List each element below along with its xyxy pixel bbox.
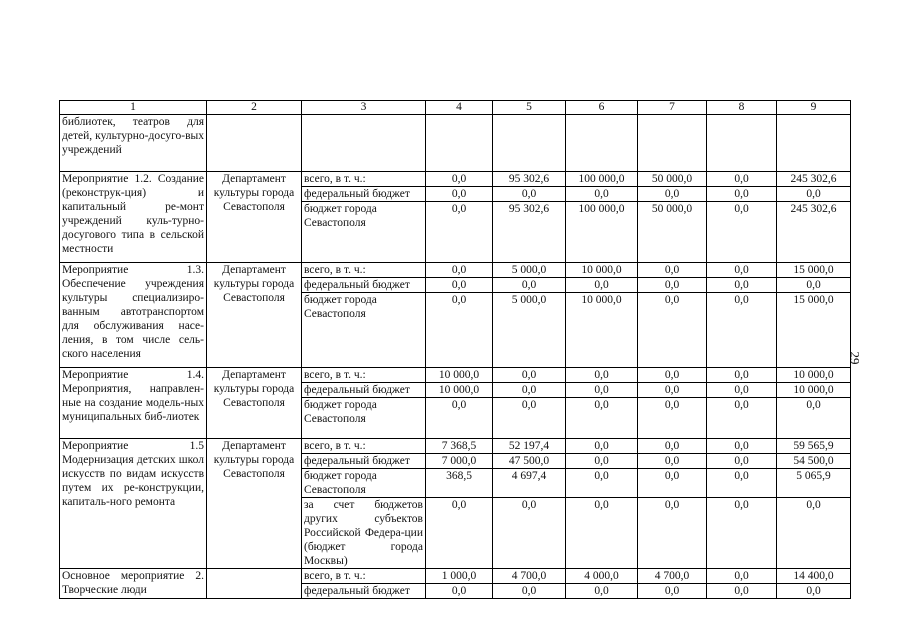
amount-cell: 0,0 xyxy=(707,454,777,469)
amount-cell: 0,0 xyxy=(638,263,707,278)
amount-cell: 0,0 xyxy=(426,202,493,263)
table-row xyxy=(60,368,851,383)
header-cell: 5 xyxy=(493,101,566,115)
amount-cell: 368,5 xyxy=(426,469,493,498)
funding-source-cell: федеральный бюджет xyxy=(302,454,426,469)
amount-cell: 0,0 xyxy=(566,584,638,599)
activity-name-cell: Мероприятие 1.2. Создание (реконструк-ция) и капитальный ре-монт учреждений куль-турно-досугового типа в сельской местности xyxy=(60,172,207,263)
amount-cell: 0,0 xyxy=(426,278,493,293)
amount-cell: 5 000,0 xyxy=(493,293,566,368)
empty-cell xyxy=(302,115,426,172)
amount-cell: 0,0 xyxy=(638,454,707,469)
amount-cell: 95 302,6 xyxy=(493,172,566,187)
amount-cell: 0,0 xyxy=(493,383,566,398)
amount-cell: 0,0 xyxy=(426,263,493,278)
amount-cell: 0,0 xyxy=(638,278,707,293)
amount-cell: 100 000,0 xyxy=(566,202,638,263)
funding-source-cell: всего, в т. ч.: xyxy=(302,569,426,584)
funding-source-cell: бюджет города Севастополя xyxy=(302,469,426,498)
amount-cell: 54 500,0 xyxy=(777,454,851,469)
amount-cell: 15 000,0 xyxy=(777,293,851,368)
amount-cell: 0,0 xyxy=(707,278,777,293)
page-number: 29 xyxy=(847,351,863,365)
amount-cell: 0,0 xyxy=(707,383,777,398)
amount-cell: 0,0 xyxy=(566,278,638,293)
amount-cell: 10 000,0 xyxy=(566,263,638,278)
department-cell: Департамент культуры города Севастополя xyxy=(207,368,302,439)
amount-cell: 245 302,6 xyxy=(777,202,851,263)
amount-cell: 4 697,4 xyxy=(493,469,566,498)
amount-cell: 0,0 xyxy=(426,498,493,569)
amount-cell: 5 065,9 xyxy=(777,469,851,498)
header-cell: 7 xyxy=(638,101,707,115)
empty-cell xyxy=(207,115,302,172)
amount-cell: 10 000,0 xyxy=(566,293,638,368)
amount-cell: 0,0 xyxy=(638,383,707,398)
amount-cell: 0,0 xyxy=(638,584,707,599)
amount-cell: 0,0 xyxy=(426,584,493,599)
amount-cell: 0,0 xyxy=(638,469,707,498)
amount-cell: 0,0 xyxy=(777,398,851,439)
funding-source-cell: всего, в т. ч.: xyxy=(302,172,426,187)
amount-cell: 0,0 xyxy=(493,498,566,569)
amount-cell: 0,0 xyxy=(638,368,707,383)
activity-name-cell: библиотек, театров для детей, культурно-досуго-вых учреждений xyxy=(60,115,207,172)
amount-cell: 0,0 xyxy=(426,293,493,368)
amount-cell: 0,0 xyxy=(493,187,566,202)
empty-cell xyxy=(426,115,493,172)
amount-cell: 0,0 xyxy=(707,368,777,383)
funding-source-cell: всего, в т. ч.: xyxy=(302,263,426,278)
amount-cell: 7 000,0 xyxy=(426,454,493,469)
header-cell: 4 xyxy=(426,101,493,115)
amount-cell: 0,0 xyxy=(426,398,493,439)
amount-cell: 52 197,4 xyxy=(493,439,566,454)
amount-cell: 95 302,6 xyxy=(493,202,566,263)
funding-source-cell: федеральный бюджет xyxy=(302,383,426,398)
department-cell: Департамент культуры города Севастополя xyxy=(207,263,302,368)
empty-cell xyxy=(777,115,851,172)
amount-cell: 0,0 xyxy=(566,469,638,498)
amount-cell: 0,0 xyxy=(493,278,566,293)
amount-cell: 0,0 xyxy=(707,584,777,599)
amount-cell: 47 500,0 xyxy=(493,454,566,469)
amount-cell: 0,0 xyxy=(566,498,638,569)
amount-cell: 0,0 xyxy=(638,439,707,454)
empty-cell xyxy=(493,115,566,172)
amount-cell: 0,0 xyxy=(493,398,566,439)
amount-cell: 0,0 xyxy=(493,584,566,599)
amount-cell: 0,0 xyxy=(638,498,707,569)
amount-cell: 0,0 xyxy=(707,398,777,439)
department-cell: Департамент культуры города Севастополя xyxy=(207,172,302,263)
amount-cell: 1 000,0 xyxy=(426,569,493,584)
amount-cell: 0,0 xyxy=(566,398,638,439)
activity-name-cell: Мероприятие 1.3. Обеспечение учреждения культуры специализиро-ванным автотранспортом для обслуживания насе-ления, в том числе сель-ского населения xyxy=(60,263,207,368)
department-cell xyxy=(207,569,302,599)
amount-cell: 5 000,0 xyxy=(493,263,566,278)
table-row xyxy=(60,263,851,278)
table-row xyxy=(60,439,851,454)
table-row xyxy=(60,569,851,584)
amount-cell: 10 000,0 xyxy=(426,368,493,383)
amount-cell: 0,0 xyxy=(777,187,851,202)
header-row xyxy=(60,101,851,115)
amount-cell: 0,0 xyxy=(426,187,493,202)
amount-cell: 0,0 xyxy=(707,439,777,454)
amount-cell: 0,0 xyxy=(566,439,638,454)
funding-source-cell: всего, в т. ч.: xyxy=(302,368,426,383)
amount-cell: 14 400,0 xyxy=(777,569,851,584)
amount-cell: 4 700,0 xyxy=(638,569,707,584)
empty-cell xyxy=(707,115,777,172)
header-cell: 2 xyxy=(207,101,302,115)
amount-cell: 0,0 xyxy=(707,202,777,263)
amount-cell: 0,0 xyxy=(493,368,566,383)
funding-source-cell: федеральный бюджет xyxy=(302,584,426,599)
amount-cell: 0,0 xyxy=(777,584,851,599)
empty-cell xyxy=(566,115,638,172)
amount-cell: 10 000,0 xyxy=(777,368,851,383)
header-cell: 6 xyxy=(566,101,638,115)
header-cell: 8 xyxy=(707,101,777,115)
amount-cell: 0,0 xyxy=(426,172,493,187)
header-cell: 9 xyxy=(777,101,851,115)
amount-cell: 0,0 xyxy=(777,278,851,293)
budget-table xyxy=(59,100,851,599)
amount-cell: 100 000,0 xyxy=(566,172,638,187)
amount-cell: 0,0 xyxy=(638,187,707,202)
table-row xyxy=(60,172,851,187)
table-row xyxy=(60,115,851,172)
amount-cell: 4 000,0 xyxy=(566,569,638,584)
empty-cell xyxy=(638,115,707,172)
funding-source-cell: федеральный бюджет xyxy=(302,187,426,202)
activity-name-cell: Мероприятие 1.5 Модернизация детских школ искусств по видам искусств путем их ре-конструкции, капиталь-ного ремонта xyxy=(60,439,207,569)
funding-source-cell: бюджет города Севастополя xyxy=(302,202,426,263)
amount-cell: 0,0 xyxy=(707,263,777,278)
amount-cell: 0,0 xyxy=(566,383,638,398)
header-cell: 1 xyxy=(60,101,207,115)
activity-name-cell: Основное мероприятие 2. Творческие люди xyxy=(60,569,207,599)
funding-source-cell: за счет бюджетов других субъектов Российской Федера-ции (бюджет города Москвы) xyxy=(302,498,426,569)
funding-source-cell: бюджет города Севастополя xyxy=(302,293,426,368)
amount-cell: 4 700,0 xyxy=(493,569,566,584)
amount-cell: 10 000,0 xyxy=(777,383,851,398)
amount-cell: 15 000,0 xyxy=(777,263,851,278)
amount-cell: 0,0 xyxy=(707,469,777,498)
funding-source-cell: федеральный бюджет xyxy=(302,278,426,293)
funding-source-cell: всего, в т. ч.: xyxy=(302,439,426,454)
amount-cell: 0,0 xyxy=(707,293,777,368)
amount-cell: 0,0 xyxy=(638,398,707,439)
amount-cell: 10 000,0 xyxy=(426,383,493,398)
funding-source-cell: бюджет города Севастополя xyxy=(302,398,426,439)
amount-cell: 50 000,0 xyxy=(638,202,707,263)
amount-cell: 0,0 xyxy=(638,293,707,368)
amount-cell: 0,0 xyxy=(777,498,851,569)
amount-cell: 0,0 xyxy=(566,454,638,469)
header-cell: 3 xyxy=(302,101,426,115)
amount-cell: 0,0 xyxy=(707,498,777,569)
amount-cell: 0,0 xyxy=(707,569,777,584)
amount-cell: 7 368,5 xyxy=(426,439,493,454)
department-cell: Департамент культуры города Севастополя xyxy=(207,439,302,569)
amount-cell: 50 000,0 xyxy=(638,172,707,187)
amount-cell: 0,0 xyxy=(707,172,777,187)
activity-name-cell: Мероприятие 1.4. Мероприятия, направлен-ные на создание модель-ных муниципальных биб-лиотек xyxy=(60,368,207,439)
amount-cell: 0,0 xyxy=(566,368,638,383)
amount-cell: 245 302,6 xyxy=(777,172,851,187)
amount-cell: 59 565,9 xyxy=(777,439,851,454)
amount-cell: 0,0 xyxy=(566,187,638,202)
amount-cell: 0,0 xyxy=(707,187,777,202)
